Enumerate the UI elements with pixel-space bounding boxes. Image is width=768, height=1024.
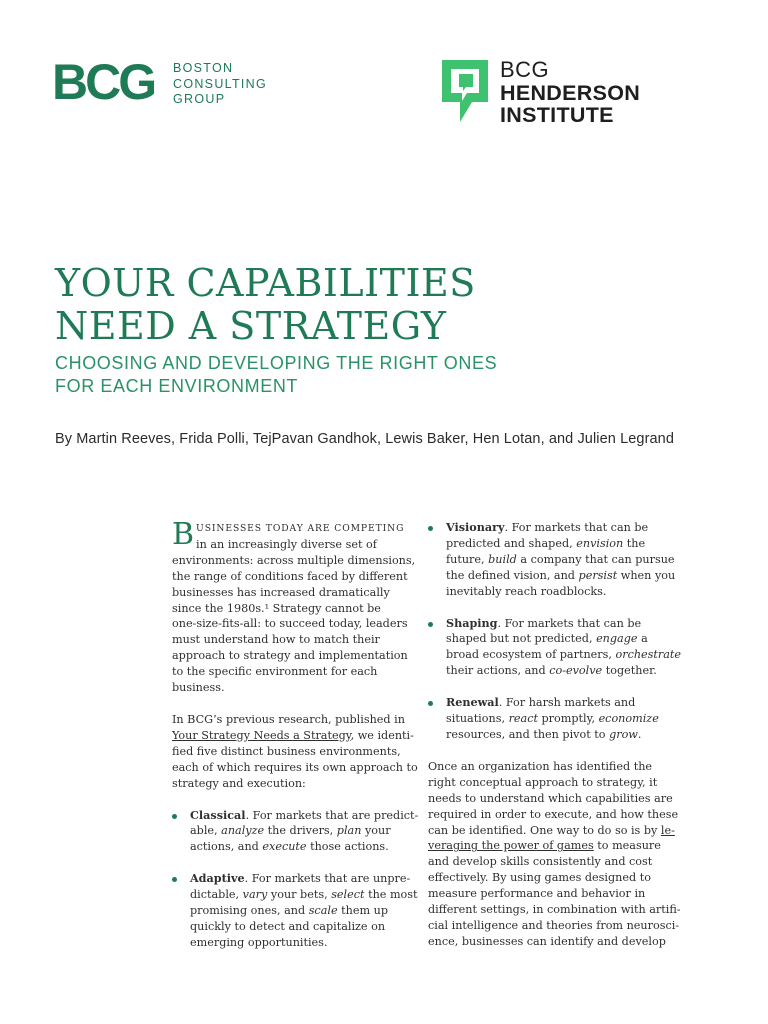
text-line: Once an organization has identified the: [428, 759, 653, 773]
page-title: [55, 262, 695, 348]
closing-paragraph: Once an organization has identified the right conceptual approach to strategy, it needs to understand which capabilities are required in order to execute, and how these can be identified. One way to do so is by le- veraging the power of games to measure and develop skills consistently and cost effectively. By using games designed to measure performance and behavior in different settings, in combination with artifi- cial intelligence and theories from neurosci- ence, businesses can identify and develop: [428, 759, 681, 948]
bullet-dot: [428, 526, 433, 531]
bullet-renewal: Renewal. For harsh markets and situations, react promptly, economize resources, and then pivot to grow.: [428, 695, 678, 743]
bcg-logo-mark: BCG: [52, 54, 155, 110]
bullet-term: Classical: [190, 807, 246, 822]
text-line: must understand how to match their: [172, 633, 380, 647]
text-line: one-size-fits-all: to succeed today, leaders: [172, 617, 408, 631]
text-line: different settings, in combination with artifi-: [428, 903, 681, 917]
leveraging-games-link[interactable]: le-: [660, 823, 675, 837]
text-line: right conceptual approach to strategy, it: [428, 775, 658, 789]
text-line: fied five distinct business environments,: [172, 744, 401, 758]
bullet-dot: [428, 701, 433, 706]
bullet-term: Renewal: [446, 695, 499, 710]
text-line: strategy and execution:: [172, 776, 306, 790]
intro-paragraph: [172, 517, 417, 696]
bullet-dot: [172, 877, 177, 882]
henderson-line-henderson: HENDERSON: [500, 81, 641, 105]
bcg-logo-wordmark: [173, 61, 267, 108]
text-line: effectively. By using games designed to: [428, 871, 651, 885]
right-column: [428, 520, 682, 950]
bullet-classical: Classical. For markets that are predict- able, analyze the drivers, plan your actions, and execute those actions.: [172, 808, 417, 856]
bullet-visionary: Visionary. For markets that can be predicted and shaped, envision the future, build a company that can pursue the defined vision, and persist when you inevitably reach roadblocks.: [428, 520, 678, 600]
author-byline: By Martin Reeves, Frida Polli, TejPavan Gandhok, Lewis Baker, Hen Lotan, and Julien Legrand: [55, 431, 674, 447]
text-line: approach to strategy and implementation: [172, 649, 408, 663]
left-column: [172, 517, 419, 951]
henderson-institute-logo: [442, 57, 682, 127]
bullet-adaptive: Adaptive. For markets that are unpre- dictable, vary your bets, select the most promising ones, and scale them up quickly to detect and capitalize on emerging opportunities.: [172, 871, 417, 951]
text-line: each of which requires its own approach to: [172, 760, 418, 774]
text-line: required in order to execute, and how these: [428, 807, 679, 821]
bullet-dot: [428, 622, 433, 627]
leveraging-games-link[interactable]: veraging the power of games: [428, 839, 594, 853]
drop-cap: B: [172, 517, 195, 552]
henderson-institute-wordmark: [500, 58, 640, 126]
text-line: measure performance and behavior in: [428, 887, 646, 901]
text-line: and develop skills consistently and cost: [428, 855, 653, 869]
bcg-wordmark-line: CONSULTING: [173, 76, 268, 91]
intro-smallcaps: USINESSES TODAY ARE COMPETING: [196, 523, 405, 534]
bullet-term: Shaping: [446, 615, 498, 630]
text-line: to the specific environment for each: [172, 665, 378, 679]
henderson-institute-icon: [442, 60, 490, 122]
text-line: business.: [172, 681, 225, 695]
text-line: cial intelligence and theories from neurosci-: [428, 918, 680, 932]
henderson-line-institute: INSTITUTE: [500, 103, 614, 127]
page-subtitle: [55, 352, 695, 398]
your-strategy-needs-a-strategy-link[interactable]: Your Strategy Needs a Strategy: [172, 728, 351, 742]
bullet-term: Visionary: [446, 520, 505, 534]
bcg-logo: [52, 54, 282, 110]
text-fragment: , we identi-: [350, 728, 414, 742]
bullet-shaping: Shaping. For markets that can be shaped but not predicted, engage a broad ecosystem of partners, orchestrate their actions, and co-evolve together.: [428, 616, 678, 680]
text-line: needs to understand which capabilities are: [428, 791, 673, 805]
environments-paragraph: [172, 712, 417, 792]
text-line: in an increasingly diverse set of: [196, 537, 377, 551]
bcg-wordmark-line: BOSTON: [173, 61, 234, 75]
subtitle-line: FOR EACH ENVIRONMENT: [55, 376, 299, 396]
title-line: NEED A STRATEGY: [55, 304, 447, 348]
henderson-line-bcg: BCG: [500, 57, 550, 82]
title-line: YOUR CAPABILITIES: [55, 261, 476, 305]
text-line: since the 1980s.¹ Strategy cannot be: [172, 601, 381, 615]
text-line: ence, businesses can identify and develop: [428, 934, 666, 948]
subtitle-line: CHOOSING AND DEVELOPING THE RIGHT ONES: [55, 353, 498, 373]
text-line: businesses has increased dramatically: [172, 585, 390, 599]
bullet-dot: [172, 814, 177, 819]
bullet-term: Adaptive: [190, 871, 245, 886]
text-line: the range of conditions faced by different: [172, 569, 408, 583]
text-line: environments: across multiple dimensions,: [172, 553, 416, 567]
bcg-wordmark-line: GROUP: [173, 92, 226, 106]
text-line: In BCG’s previous research, published in: [172, 712, 405, 726]
